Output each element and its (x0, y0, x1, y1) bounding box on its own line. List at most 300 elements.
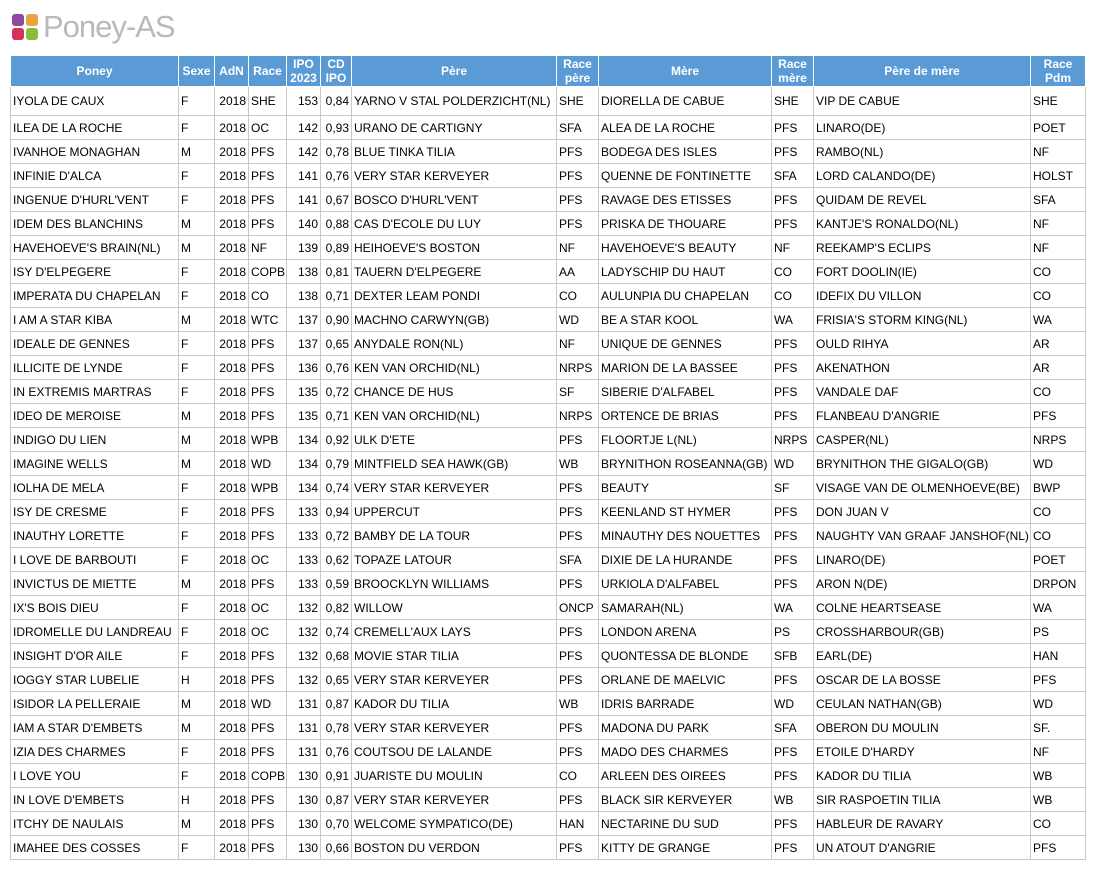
cell-race-pere: SF (557, 380, 599, 404)
cell-ipo: 135 (287, 404, 321, 428)
cell-race: WD (249, 452, 287, 476)
cell-adn: 2018 (215, 164, 249, 188)
cell-adn: 2018 (215, 428, 249, 452)
cell-adn: 2018 (215, 572, 249, 596)
cell-race: PFS (249, 812, 287, 836)
cell-mere: IDRIS BARRADE (599, 692, 772, 716)
cell-pere: MOVIE STAR TILIA (352, 644, 557, 668)
cell-pere-de-mere: OSCAR DE LA BOSSE (814, 668, 1031, 692)
cell-race-pdm: NF (1031, 740, 1086, 764)
cell-pere-de-mere: DON JUAN V (814, 500, 1031, 524)
cell-race: OC (249, 548, 287, 572)
cell-race: SHE (249, 87, 287, 116)
cell-sexe: F (179, 524, 215, 548)
cell-pere: WILLOW (352, 596, 557, 620)
cell-cd-ipo: 0,89 (321, 236, 352, 260)
cell-adn: 2018 (215, 692, 249, 716)
cell-poney-name: IMAGINE WELLS (11, 452, 179, 476)
cell-pere-de-mere: OBERON DU MOULIN (814, 716, 1031, 740)
cell-poney-name: IZIA DES CHARMES (11, 740, 179, 764)
cell-race-pdm: CO (1031, 260, 1086, 284)
cell-ipo: 130 (287, 836, 321, 860)
cell-ipo: 132 (287, 668, 321, 692)
cell-poney-name: INFINIE D'ALCA (11, 164, 179, 188)
cell-mere: PRISKA DE THOUARE (599, 212, 772, 236)
cell-poney-name: ILEA DE LA ROCHE (11, 116, 179, 140)
cell-pere-de-mere: FORT DOOLIN(IE) (814, 260, 1031, 284)
cell-pere-de-mere: ARON N(DE) (814, 572, 1031, 596)
cell-pere-de-mere: AKENATHON (814, 356, 1031, 380)
header-poney[interactable]: Poney (11, 56, 179, 87)
cell-race-mere: PFS (772, 764, 814, 788)
cell-ipo: 133 (287, 524, 321, 548)
cell-ipo: 142 (287, 140, 321, 164)
cell-poney-name: I LOVE YOU (11, 764, 179, 788)
cell-ipo: 132 (287, 644, 321, 668)
cell-mere: MINAUTHY DES NOUETTES (599, 524, 772, 548)
four-squares-logo-icon (12, 14, 39, 41)
cell-poney-name: IOLHA DE MELA (11, 476, 179, 500)
table-row[interactable] (11, 116, 1086, 140)
cell-pere: WELCOME SYMPATICO(DE) (352, 812, 557, 836)
cell-race-mere: PFS (772, 740, 814, 764)
cell-mere: LADYSCHIP DU HAUT (599, 260, 772, 284)
table-row[interactable] (11, 812, 1086, 836)
cell-race-pere: ONCP (557, 596, 599, 620)
cell-race-pdm: CO (1031, 812, 1086, 836)
cell-mere: ALEA DE LA ROCHE (599, 116, 772, 140)
cell-adn: 2018 (215, 236, 249, 260)
cell-sexe: M (179, 572, 215, 596)
cell-race-mere: PFS (772, 332, 814, 356)
cell-race-mere: PFS (772, 524, 814, 548)
cell-ipo: 153 (287, 87, 321, 116)
cell-cd-ipo: 0,78 (321, 140, 352, 164)
table-row[interactable] (11, 164, 1086, 188)
cell-race-mere: PFS (772, 188, 814, 212)
cell-poney-name: IN EXTREMIS MARTRAS (11, 380, 179, 404)
cell-ipo: 135 (287, 380, 321, 404)
cell-cd-ipo: 0,66 (321, 836, 352, 860)
table-row[interactable] (11, 500, 1086, 524)
cell-race: PFS (249, 716, 287, 740)
cell-pere-de-mere: QUIDAM DE REVEL (814, 188, 1031, 212)
cell-adn: 2018 (215, 836, 249, 860)
cell-sexe: F (179, 548, 215, 572)
table-row[interactable] (11, 476, 1086, 500)
table-row[interactable] (11, 548, 1086, 572)
cell-race-pdm: WA (1031, 308, 1086, 332)
cell-pere-de-mere: CEULAN NATHAN(GB) (814, 692, 1031, 716)
cell-sexe: F (179, 764, 215, 788)
table-row[interactable] (11, 260, 1086, 284)
cell-race-pere: PFS (557, 572, 599, 596)
cell-poney-name: HAVEHOEVE'S BRAIN(NL) (11, 236, 179, 260)
cell-ipo: 130 (287, 812, 321, 836)
cell-adn: 2018 (215, 260, 249, 284)
cell-sexe: F (179, 644, 215, 668)
cell-mere: UNIQUE DE GENNES (599, 332, 772, 356)
cell-sexe: M (179, 236, 215, 260)
table-row[interactable] (11, 644, 1086, 668)
cell-cd-ipo: 0,72 (321, 524, 352, 548)
cell-pere-de-mere: SIR RASPOETIN TILIA (814, 788, 1031, 812)
cell-mere: MADO DES CHARMES (599, 740, 772, 764)
cell-mere: BLACK SIR KERVEYER (599, 788, 772, 812)
cell-pere: BOSCO D'HURL'VENT (352, 188, 557, 212)
cell-race: OC (249, 116, 287, 140)
cell-race-pdm: BWP (1031, 476, 1086, 500)
table-row[interactable] (11, 404, 1086, 428)
header-race-pere[interactable]: Race père (557, 56, 599, 87)
cell-race: PFS (249, 404, 287, 428)
cell-poney-name: IDEALE DE GENNES (11, 332, 179, 356)
cell-race-pdm: WB (1031, 764, 1086, 788)
cell-poney-name: ITCHY DE NAULAIS (11, 812, 179, 836)
header-mere[interactable]: Mère (599, 56, 772, 87)
cell-pere: CAS D'ECOLE DU LUY (352, 212, 557, 236)
cell-sexe: M (179, 140, 215, 164)
cell-race-mere: SFA (772, 164, 814, 188)
table-row[interactable] (11, 428, 1086, 452)
cell-race-pere: SHE (557, 87, 599, 116)
cell-pere-de-mere: CASPER(NL) (814, 428, 1031, 452)
cell-sexe: M (179, 308, 215, 332)
cell-cd-ipo: 0,82 (321, 596, 352, 620)
cell-mere: DIORELLA DE CABUE (599, 87, 772, 116)
cell-race-mere: PFS (772, 140, 814, 164)
cell-pere: CREMELL'AUX LAYS (352, 620, 557, 644)
cell-ipo: 132 (287, 620, 321, 644)
cell-sexe: M (179, 452, 215, 476)
cell-ipo: 131 (287, 740, 321, 764)
cell-race-pere: PFS (557, 188, 599, 212)
cell-mere: QUENNE DE FONTINETTE (599, 164, 772, 188)
table-row[interactable] (11, 356, 1086, 380)
cell-pere-de-mere: KANTJE'S RONALDO(NL) (814, 212, 1031, 236)
cell-ipo: 130 (287, 764, 321, 788)
cell-race-pere: CO (557, 284, 599, 308)
cell-cd-ipo: 0,68 (321, 644, 352, 668)
table-row[interactable] (11, 740, 1086, 764)
cell-race-pere: PFS (557, 500, 599, 524)
cell-cd-ipo: 0,93 (321, 116, 352, 140)
cell-race-mere: SHE (772, 87, 814, 116)
cell-cd-ipo: 0,81 (321, 260, 352, 284)
cell-adn: 2018 (215, 284, 249, 308)
cell-sexe: F (179, 620, 215, 644)
cell-mere: DIXIE DE LA HURANDE (599, 548, 772, 572)
cell-race: OC (249, 620, 287, 644)
cell-pere: CHANCE DE HUS (352, 380, 557, 404)
cell-poney-name: INVICTUS DE MIETTE (11, 572, 179, 596)
cell-race-pdm: PFS (1031, 404, 1086, 428)
cell-pere-de-mere: FLANBEAU D'ANGRIE (814, 404, 1031, 428)
cell-sexe: F (179, 332, 215, 356)
cell-adn: 2018 (215, 452, 249, 476)
cell-ipo: 133 (287, 500, 321, 524)
cell-pere: VERY STAR KERVEYER (352, 164, 557, 188)
cell-race-pdm: CO (1031, 380, 1086, 404)
cell-pere: UPPERCUT (352, 500, 557, 524)
table-row[interactable] (11, 716, 1086, 740)
cell-race: PFS (249, 332, 287, 356)
cell-race-pdm: SF. (1031, 716, 1086, 740)
header-row (11, 56, 1086, 87)
cell-mere: QUONTESSA DE BLONDE (599, 644, 772, 668)
cell-race-pere: HAN (557, 812, 599, 836)
cell-race-pdm: CO (1031, 284, 1086, 308)
cell-race-pere: PFS (557, 524, 599, 548)
cell-adn: 2018 (215, 764, 249, 788)
cell-race-mere: PFS (772, 836, 814, 860)
table-row[interactable] (11, 836, 1086, 860)
cell-poney-name: I LOVE DE BARBOUTI (11, 548, 179, 572)
cell-race-pere: PFS (557, 212, 599, 236)
cell-poney-name: I AM A STAR KIBA (11, 308, 179, 332)
cell-cd-ipo: 0,78 (321, 716, 352, 740)
cell-adn: 2018 (215, 188, 249, 212)
table-row[interactable] (11, 692, 1086, 716)
cell-race-pere: NRPS (557, 356, 599, 380)
table-row[interactable] (11, 87, 1086, 116)
cell-race-pere: PFS (557, 788, 599, 812)
cell-race-pere: WB (557, 692, 599, 716)
cell-cd-ipo: 0,65 (321, 668, 352, 692)
header-adn[interactable]: AdN (215, 56, 249, 87)
cell-cd-ipo: 0,76 (321, 164, 352, 188)
cell-poney-name: IMPERATA DU CHAPELAN (11, 284, 179, 308)
cell-cd-ipo: 0,71 (321, 284, 352, 308)
cell-sexe: M (179, 428, 215, 452)
cell-race-pdm: WB (1031, 788, 1086, 812)
table-row[interactable] (11, 788, 1086, 812)
cell-ipo: 134 (287, 428, 321, 452)
cell-sexe: H (179, 668, 215, 692)
cell-sexe: F (179, 87, 215, 116)
cell-race-pere: CO (557, 764, 599, 788)
cell-pere-de-mere: IDEFIX DU VILLON (814, 284, 1031, 308)
cell-cd-ipo: 0,59 (321, 572, 352, 596)
cell-pere: TAUERN D'ELPEGERE (352, 260, 557, 284)
pony-ranking-table (10, 55, 1086, 860)
cell-pere: BROOCKLYN WILLIAMS (352, 572, 557, 596)
cell-pere: DEXTER LEAM PONDI (352, 284, 557, 308)
cell-sexe: F (179, 356, 215, 380)
cell-adn: 2018 (215, 716, 249, 740)
cell-race-mere: PFS (772, 404, 814, 428)
header-race-mere[interactable]: Race mère (772, 56, 814, 87)
cell-race-pdm: NF (1031, 140, 1086, 164)
cell-pere: HEIHOEVE'S BOSTON (352, 236, 557, 260)
cell-pere: YARNO V STAL POLDERZICHT(NL) (352, 87, 557, 116)
table-row[interactable] (11, 668, 1086, 692)
cell-mere: BODEGA DES ISLES (599, 140, 772, 164)
cell-poney-name: ISIDOR LA PELLERAIE (11, 692, 179, 716)
cell-race: CO (249, 284, 287, 308)
cell-race-pere: SFA (557, 548, 599, 572)
cell-sexe: F (179, 500, 215, 524)
cell-ipo: 139 (287, 236, 321, 260)
cell-race-pere: WD (557, 308, 599, 332)
header-cd-ipo[interactable]: CD IPO (321, 56, 352, 87)
cell-pere: KADOR DU TILIA (352, 692, 557, 716)
cell-adn: 2018 (215, 380, 249, 404)
cell-adn: 2018 (215, 116, 249, 140)
cell-sexe: F (179, 476, 215, 500)
cell-cd-ipo: 0,72 (321, 380, 352, 404)
cell-mere: SIBERIE D'ALFABEL (599, 380, 772, 404)
cell-poney-name: IYOLA DE CAUX (11, 87, 179, 116)
table-row[interactable] (11, 620, 1086, 644)
table-row[interactable] (11, 380, 1086, 404)
header-ipo[interactable]: IPO 2023 (287, 56, 321, 87)
cell-race-mere: CO (772, 284, 814, 308)
cell-mere: BE A STAR KOOL (599, 308, 772, 332)
cell-sexe: H (179, 788, 215, 812)
cell-mere: MADONA DU PARK (599, 716, 772, 740)
cell-cd-ipo: 0,74 (321, 620, 352, 644)
cell-ipo: 138 (287, 260, 321, 284)
cell-mere: LONDON ARENA (599, 620, 772, 644)
cell-race-pdm: DRPON (1031, 572, 1086, 596)
cell-race-pdm: WD (1031, 452, 1086, 476)
cell-race-pdm: NF (1031, 236, 1086, 260)
cell-pere-de-mere: LINARO(DE) (814, 116, 1031, 140)
header-pere-de-mere[interactable]: Père de mère (814, 56, 1031, 87)
header-sexe[interactable]: Sexe (179, 56, 215, 87)
cell-race-mere: PFS (772, 356, 814, 380)
cell-cd-ipo: 0,88 (321, 212, 352, 236)
cell-race: PFS (249, 380, 287, 404)
cell-race-mere: SFB (772, 644, 814, 668)
cell-cd-ipo: 0,71 (321, 404, 352, 428)
table-row[interactable] (11, 212, 1086, 236)
cell-race-pere: PFS (557, 476, 599, 500)
header-pere[interactable]: Père (352, 56, 557, 87)
cell-sexe: M (179, 404, 215, 428)
cell-sexe: F (179, 260, 215, 284)
cell-sexe: M (179, 692, 215, 716)
cell-cd-ipo: 0,91 (321, 764, 352, 788)
cell-race-mere: WD (772, 452, 814, 476)
cell-poney-name: IOGGY STAR LUBELIE (11, 668, 179, 692)
brand-header (12, 9, 175, 45)
cell-race-pere: AA (557, 260, 599, 284)
table-row[interactable] (11, 764, 1086, 788)
cell-race: COPB (249, 764, 287, 788)
table-row[interactable] (11, 284, 1086, 308)
cell-race: PFS (249, 140, 287, 164)
table-row[interactable] (11, 308, 1086, 332)
cell-race-pere: NF (557, 332, 599, 356)
cell-pere: KEN VAN ORCHID(NL) (352, 404, 557, 428)
cell-ipo: 137 (287, 332, 321, 356)
cell-race: PFS (249, 188, 287, 212)
cell-pere-de-mere: COLNE HEARTSEASE (814, 596, 1031, 620)
cell-race-pere: PFS (557, 140, 599, 164)
header-race-pdm[interactable]: Race Pdm (1031, 56, 1086, 87)
cell-race: PFS (249, 356, 287, 380)
cell-cd-ipo: 0,65 (321, 332, 352, 356)
cell-sexe: F (179, 284, 215, 308)
cell-race-pdm: WA (1031, 596, 1086, 620)
cell-race: WPB (249, 476, 287, 500)
cell-race-pdm: POET (1031, 548, 1086, 572)
cell-pere: COUTSOU DE LALANDE (352, 740, 557, 764)
cell-race: PFS (249, 500, 287, 524)
table-row[interactable] (11, 188, 1086, 212)
cell-mere: BRYNITHON ROSEANNA(GB) (599, 452, 772, 476)
cell-pere: MACHNO CARWYN(GB) (352, 308, 557, 332)
cell-race-pdm: SFA (1031, 188, 1086, 212)
cell-race-pdm: NF (1031, 212, 1086, 236)
cell-pere: BOSTON DU VERDON (352, 836, 557, 860)
cell-pere: BLUE TINKA TILIA (352, 140, 557, 164)
cell-race-pere: PFS (557, 836, 599, 860)
cell-pere-de-mere: NAUGHTY VAN GRAAF JANSHOF(NL) (814, 524, 1031, 548)
cell-mere: BEAUTY (599, 476, 772, 500)
cell-pere: KEN VAN ORCHID(NL) (352, 356, 557, 380)
cell-cd-ipo: 0,92 (321, 428, 352, 452)
cell-race-pdm: HOLST (1031, 164, 1086, 188)
cell-race-mere: WD (772, 692, 814, 716)
cell-race-pere: PFS (557, 668, 599, 692)
cell-poney-name: IDEM DES BLANCHINS (11, 212, 179, 236)
cell-ipo: 130 (287, 788, 321, 812)
table-row[interactable] (11, 236, 1086, 260)
cell-ipo: 131 (287, 692, 321, 716)
cell-sexe: F (179, 188, 215, 212)
brand-name: Poney-AS (43, 9, 175, 44)
cell-race-pere: SFA (557, 116, 599, 140)
table-row[interactable] (11, 572, 1086, 596)
cell-cd-ipo: 0,70 (321, 812, 352, 836)
cell-pere-de-mere: VANDALE DAF (814, 380, 1031, 404)
cell-race-pdm: CO (1031, 524, 1086, 548)
cell-mere: KITTY DE GRANGE (599, 836, 772, 860)
cell-poney-name: IX'S BOIS DIEU (11, 596, 179, 620)
table-row[interactable] (11, 596, 1086, 620)
cell-race-pdm: AR (1031, 356, 1086, 380)
cell-race: WTC (249, 308, 287, 332)
cell-pere-de-mere: BRYNITHON THE GIGALO(GB) (814, 452, 1031, 476)
cell-pere-de-mere: HABLEUR DE RAVARY (814, 812, 1031, 836)
cell-poney-name: ISY D'ELPEGERE (11, 260, 179, 284)
cell-cd-ipo: 0,87 (321, 692, 352, 716)
cell-cd-ipo: 0,79 (321, 452, 352, 476)
cell-race-pdm: WD (1031, 692, 1086, 716)
cell-race-pere: PFS (557, 428, 599, 452)
cell-adn: 2018 (215, 668, 249, 692)
table-row[interactable] (11, 452, 1086, 476)
cell-cd-ipo: 0,62 (321, 548, 352, 572)
cell-ipo: 134 (287, 476, 321, 500)
cell-ipo: 141 (287, 188, 321, 212)
cell-race: PFS (249, 644, 287, 668)
cell-race-mere: WA (772, 596, 814, 620)
cell-poney-name: IMAHEE DES COSSES (11, 836, 179, 860)
cell-race: PFS (249, 572, 287, 596)
table-row[interactable] (11, 332, 1086, 356)
table-row[interactable] (11, 140, 1086, 164)
cell-cd-ipo: 0,67 (321, 188, 352, 212)
cell-pere-de-mere: EARL(DE) (814, 644, 1031, 668)
table-row[interactable] (11, 524, 1086, 548)
cell-pere-de-mere: REEKAMP'S ECLIPS (814, 236, 1031, 260)
header-race[interactable]: Race (249, 56, 287, 87)
cell-race-pere: PFS (557, 644, 599, 668)
